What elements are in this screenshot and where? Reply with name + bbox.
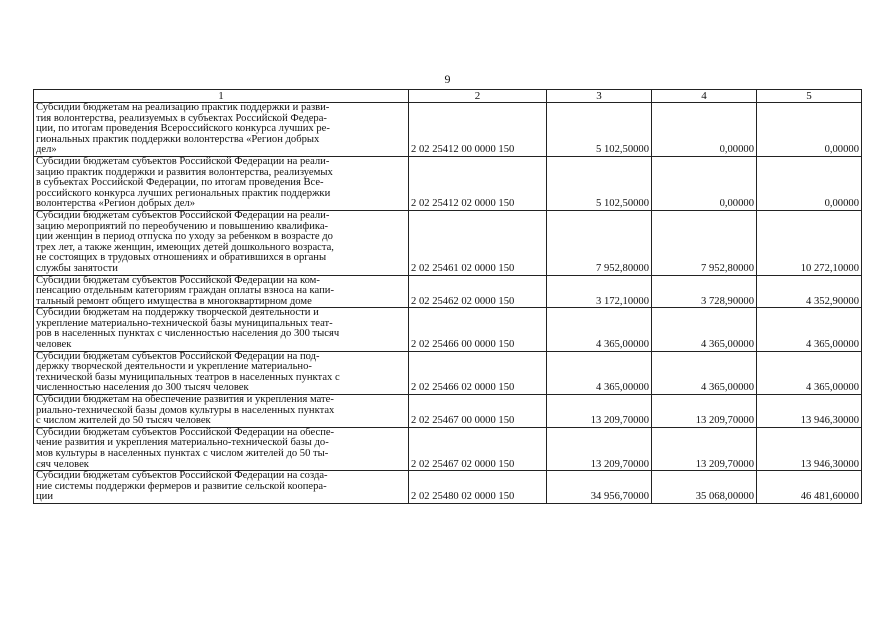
row-budget-code: 2 02 25466 02 0000 150	[409, 351, 547, 394]
row-budget-code: 2 02 25480 02 0000 150	[409, 471, 547, 504]
table-row	[34, 210, 862, 275]
row-value-col-3: 13 209,70000	[547, 427, 652, 470]
row-description: Субсидии бюджетам субъектов Российской Федерации на реали- зацию практик поддержки и развития волонтерства, реализуемых в субъектах Российской Федерации, по итогам проведения Все- российского конкурса лучших региональных практик поддержки волонтерства «Регион добрых дел»	[34, 156, 409, 210]
row-value-col-5: 0,00000	[757, 103, 862, 157]
table-row	[34, 471, 862, 504]
row-budget-code: 2 02 25461 02 0000 150	[409, 210, 547, 275]
row-value-col-4: 4 365,00000	[652, 308, 757, 351]
row-budget-code: 2 02 25467 00 0000 150	[409, 395, 547, 428]
row-value-col-5: 4 365,00000	[757, 351, 862, 394]
budget-table	[33, 89, 862, 504]
row-value-col-3: 13 209,70000	[547, 395, 652, 428]
row-value-col-5: 13 946,30000	[757, 395, 862, 428]
row-value-col-3: 3 172,10000	[547, 275, 652, 308]
header-col-3: 3	[547, 90, 652, 103]
row-value-col-3: 7 952,80000	[547, 210, 652, 275]
table-row	[34, 156, 862, 210]
row-value-col-3: 5 102,50000	[547, 156, 652, 210]
row-description: Субсидии бюджетам субъектов Российской Федерации на под- держку творческой деятельности и укрепление материально- технической базы муниципальных театров в населенных пунктах с численностью населения до 300 тысяч человек	[34, 351, 409, 394]
table-row	[34, 275, 862, 308]
row-value-col-5: 13 946,30000	[757, 427, 862, 470]
row-value-col-5: 4 352,90000	[757, 275, 862, 308]
row-value-col-5: 4 365,00000	[757, 308, 862, 351]
row-value-col-3: 4 365,00000	[547, 351, 652, 394]
header-col-2: 2	[409, 90, 547, 103]
row-value-col-5: 10 272,10000	[757, 210, 862, 275]
table-row	[34, 395, 862, 428]
page-number: 9	[444, 72, 451, 86]
row-value-col-5: 0,00000	[757, 156, 862, 210]
row-budget-code: 2 02 25462 02 0000 150	[409, 275, 547, 308]
row-value-col-4: 35 068,00000	[652, 471, 757, 504]
table-row	[34, 427, 862, 470]
header-col-4: 4	[652, 90, 757, 103]
row-description: Субсидии бюджетам на реализацию практик поддержки и разви- тия волонтерства, реализуемых в субъектах Российской Федера- ции, по итогам проведения Всероссийского конкурса лучших ре- гиональных практик поддержки волонтерства «Регион добрых дел»	[34, 103, 409, 157]
row-description: Субсидии бюджетам субъектов Российской Федерации на реали- зацию мероприятий по переобучению и повышению квалифика- ции женщин в период отпуска по уходу за ребенком в возрасте до трех лет, а также женщин, имеющих детей дошкольного возраста, не состоящих в трудовых отношениях и обратившихся в органы службы занятости	[34, 210, 409, 275]
table-header-row	[34, 90, 862, 103]
row-budget-code: 2 02 25412 00 0000 150	[409, 103, 547, 157]
table-row	[34, 351, 862, 394]
header-col-5: 5	[757, 90, 862, 103]
row-value-col-4: 13 209,70000	[652, 427, 757, 470]
row-value-col-4: 0,00000	[652, 103, 757, 157]
row-value-col-3: 34 956,70000	[547, 471, 652, 504]
table-row	[34, 308, 862, 351]
table-row	[34, 103, 862, 157]
row-value-col-4: 3 728,90000	[652, 275, 757, 308]
row-budget-code: 2 02 25467 02 0000 150	[409, 427, 547, 470]
row-value-col-4: 4 365,00000	[652, 351, 757, 394]
row-value-col-3: 4 365,00000	[547, 308, 652, 351]
row-description: Субсидии бюджетам на обеспечение развития и укрепления мате- риально-технической базы домов культуры в населенных пунктах с числом жителей до 50 тысяч человек	[34, 395, 409, 428]
row-value-col-4: 0,00000	[652, 156, 757, 210]
row-budget-code: 2 02 25466 00 0000 150	[409, 308, 547, 351]
row-description: Субсидии бюджетам субъектов Российской Федерации на созда- ние системы поддержки фермеров и развитие сельской коопера- ции	[34, 471, 409, 504]
row-description: Субсидии бюджетам субъектов Российской Федерации на ком- пенсацию отдельным категориям граждан оплаты взноса на капи- тальный ремонт общего имущества в многоквартирном доме	[34, 275, 409, 308]
row-value-col-3: 5 102,50000	[547, 103, 652, 157]
row-value-col-4: 7 952,80000	[652, 210, 757, 275]
row-value-col-5: 46 481,60000	[757, 471, 862, 504]
row-description: Субсидии бюджетам на поддержку творческой деятельности и укрепление материально-технической базы муниципальных теат- ров в населенных пунктах с численностью населения до 300 тысяч человек	[34, 308, 409, 351]
row-description: Субсидии бюджетам субъектов Российской Федерации на обеспе- чение развития и укрепления материально-технической базы до- мов культуры в населенных пунктах с числом жителей до 50 ты- сяч человек	[34, 427, 409, 470]
row-budget-code: 2 02 25412 02 0000 150	[409, 156, 547, 210]
header-col-1: 1	[34, 90, 409, 103]
row-value-col-4: 13 209,70000	[652, 395, 757, 428]
